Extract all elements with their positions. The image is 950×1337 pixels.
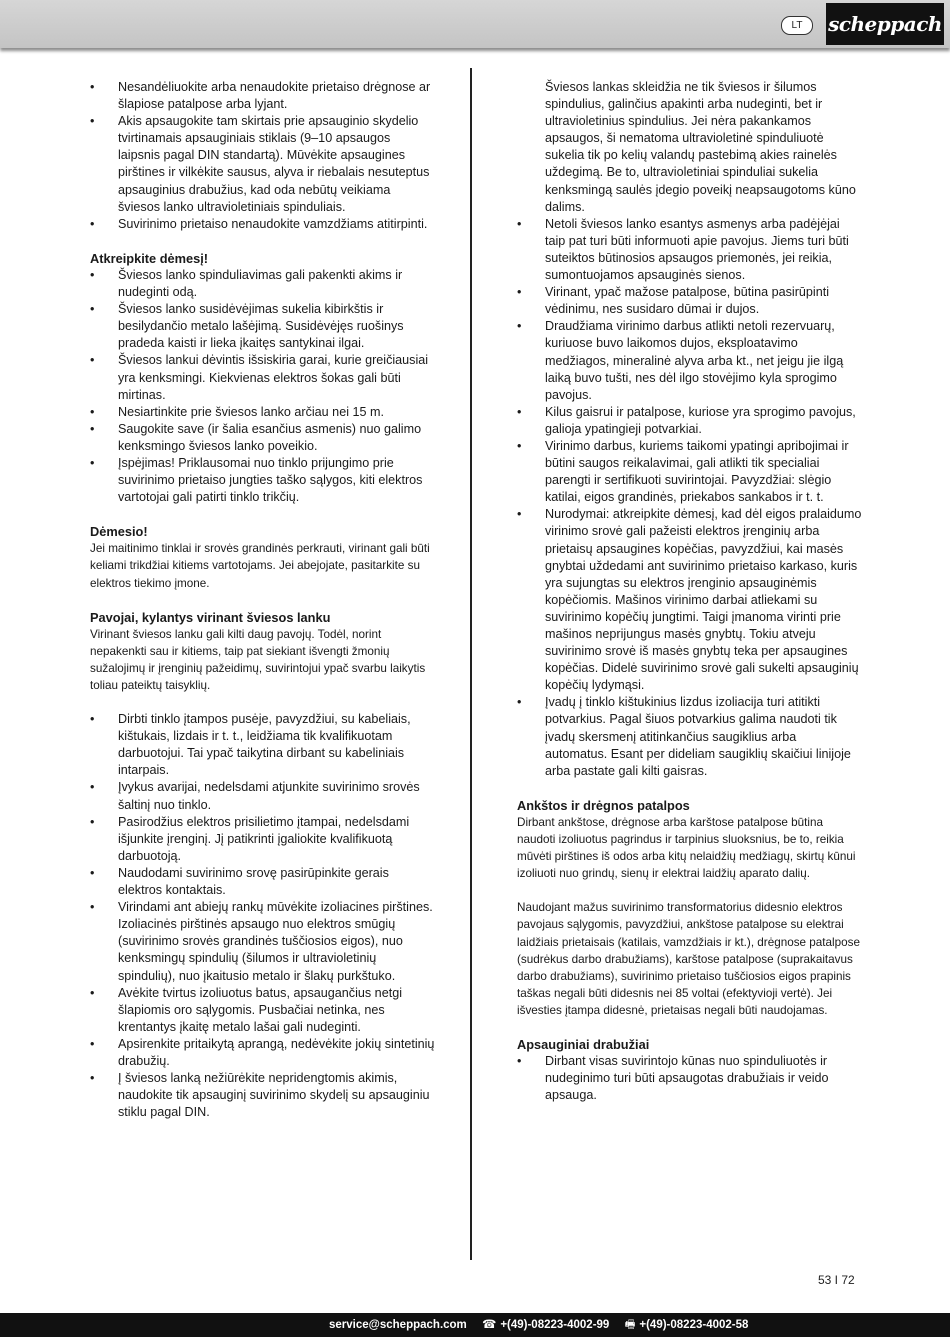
attention-list: [90, 267, 435, 506]
fax-number: +(49)-08223-4002-58: [639, 1319, 749, 1331]
service-email[interactable]: service@scheppach.com: [329, 1319, 467, 1331]
page-number: 53 I 72: [818, 1273, 855, 1287]
phone-number[interactable]: +(49)-08223-4002-99: [500, 1319, 610, 1331]
hazard-list: [517, 216, 862, 780]
list-item: • Akis apsaugokite tam skirtais prie apsauginio skydelio tvirtinamais apsauginiais stiklais (9–10 apsaugos laipsnis pagal DIN standartą). Mūvėkite apsaugines pirštines ir vilkėkite sausus, alyva ir riebalais nesuteptus apsauginius drabužius, kad oda nebūtų veikiama šviesos lanko ultravioletiniais spinduliais.: [90, 113, 435, 216]
danger-heading: Pavojai, kylantys virinant šviesos lanku: [90, 609, 331, 625]
list-item: • Virinant, ypač mažose patalpose, būtina pasirūpinti vėdinimu, nes susidaro dūmai ir dujos.: [517, 284, 862, 318]
fax-icon: 🖷: [624, 1319, 636, 1331]
list-item: • Nurodymai: atkreipkite dėmesį, kad dėl eigos pralaidumo virinimo srovė gali pažeisti elektros įrenginių arba prietaisų apsaugines kopėčias, pavyzdžiui, kai masės gnybtai uždedami ant suvirinimo prietaiso karkaso, kuris yra sujungtas su elektros įrenginio apsauginėmis kopėčiomis. Mašinos virinimo darbai atliekami su suvirinimo kopėčių jungtimi. Taigi įmanoma virinti prie mašinos neprijungus masės gnybtų. Tokiu atveju suvirinimo srovė iš masės gnybtų teka per apsaugines kopėčias. Didelė suvirinimo srovė gali sukelti apsauginių kopėčių lydymąsi.: [517, 506, 862, 694]
intro-list: [90, 79, 435, 233]
right-column: [517, 79, 862, 1104]
list-item: • Šviesos lanko spinduliavimas gali pakenkti akims ir nudeginti odą.: [90, 267, 435, 301]
list-item: • Nesiartinkite prie šviesos lanko arčiau nei 15 m.: [90, 404, 435, 421]
list-item: • Netoli šviesos lanko esantys asmenys arba padėjėjai taip pat turi būti informuoti apie pavojus. Jiems turi būti suteiktos būtinosios apsaugos priemonės, jei reikia, sumontuojamos apsauginės sienos.: [517, 216, 862, 284]
phone-icon: ☎: [481, 1319, 497, 1331]
list-item: • Kilus gaisrui ir patalpose, kuriose yra sprogimo pavojus, galioja ypatingieji potvarkiai.: [517, 404, 862, 438]
list-item: • Nesandėliuokite arba nenaudokite prietaiso drėgnose ar šlapiose patalpose arba lyjant.: [90, 79, 435, 113]
list-item: • Įvadų į tinklo kištukinius lizdus izoliacija turi atitikti potvarkius. Pagal šiuos potvarkius galima naudoti tik įvadų skersmenį atitinkančius saugiklius arba automatus. Esant per dideliam saugiklių skaičiui linijoje arba pastate gali kilti gaisras.: [517, 694, 862, 779]
list-item: • Įvykus avarijai, nedelsdami atjunkite suvirinimo srovės šaltinį nuo tinklo.: [90, 779, 435, 813]
column-divider: [470, 68, 472, 1260]
list-item: • Virindami ant abiejų rankų mūvėkite izoliacines pirštines. Izoliacinės pirštinės apsaugo nuo elektros smūgių (suvirinimo srovės grandinės tuščiosios eigos), nuo kenksmingų spindulių (šilumos ir ultravioletinių spindulių), nuo įkaitusio metalo ir šlakų purkštuko.: [90, 899, 435, 984]
list-item: • Pasirodžius elektros prisilietimo įtampai, nedelsdami išjunkite įrenginį. Jį patikrinti įgaliokite kvalifikuotą darbuotoją.: [90, 814, 435, 865]
list-item: • Įspėjimas! Priklausomai nuo tinklo prijungimo prie suvirinimo prietaiso jungties taško sąlygos, kiti elektros vartotojai gali patirti tinklo trikčių.: [90, 455, 435, 506]
list-item: • Avėkite tvirtus izoliuotus batus, apsaugančius netgi šlapiomis oro sąlygomis. Pusbačiai netinka, nes krentantys įkaitę metalo lašai gali nudeginti.: [90, 985, 435, 1036]
list-item: • Į šviesos lanką nežiūrėkite nepridengtomis akimis, naudokite tik apsauginį suvirinimo skydelį su apsauginiu stiklu pagal DIN.: [90, 1070, 435, 1121]
danger-text: Virinant šviesos lanku gali kilti daug pavojų. Todėl, norint nepakenkti sau ir kitiems, taip pat siekiant išvengti žmonių sužalojimų ir įrenginių pažeidimų, suvirintojui ypač svarbu laikytis toliau pateiktų taisyklių.: [90, 627, 426, 692]
danger-list: [90, 711, 435, 1121]
header-bar: [0, 0, 950, 48]
uv-paragraph: Šviesos lankas skleidžia ne tik šviesos ir šilumos spindulius, galinčius apakinti arba nudeginti, bet ir ultravioletinius spindulius. Jei nėra pakankamos apsaugos, ši nematoma ultravioletinė spinduliuotė sukelia tik po kelių valandų pastebimą akies rainelės uždegimą. Be to, ultravioletiniai spinduliai sukelia kenksmingą saulės įdegio poveikį neapsaugotoms kūno dalims.: [545, 80, 856, 214]
list-item: • Šviesos lankui dėvintis išsiskiria garai, kurie greičiausiai yra kenksmingi. Kiekvienas elektros šokas gali būti mirtinas.: [90, 352, 435, 403]
list-item: • Dirbti tinklo įtampos pusėje, pavyzdžiui, su kabeliais, kištukais, lizdais ir t. t., leidžiama tik kvalifikuotam darbuotojui. Tai ypač taikytina dirbant su kabeliniais intarpais.: [90, 711, 435, 779]
list-item: • Dirbant visas suvirintojo kūnas nuo spinduliuotės ir nudeginimo turi būti apsaugotas drabužiais ir veido apsauga.: [517, 1053, 862, 1104]
list-item: • Apsirenkite pritaikytą aprangą, nedėvėkite jokių sintetinių drabužių.: [90, 1036, 435, 1070]
transformer-text: Naudojant mažus suvirinimo transformatorius didesnio elektros pavojaus sąlygomis, pavyzdžiui, ankštose patalpose su elektrai laidžiais prietaisais (katilais, vamzdžiais ir kt.), drėgnose patalpose (sudrėkus darbo drabužiams), karštose patalpose (suprakaitavus darbo drabužiams), suvirinimo prietaiso tuščiosios eigos prapinis taškas negali būti didesnis nei 85 voltai (efektyvioji vertė). Jei išvesties įtampa didesnė, prietaisas negali būti naudojamas.: [517, 901, 860, 1017]
narrow-rooms-heading: Ankštos ir drėgnos patalpos: [517, 797, 690, 813]
clothing-heading: Apsauginiai drabužiai: [517, 1036, 650, 1052]
language-badge: LT: [781, 16, 813, 35]
list-item: • Šviesos lanko susidėvėjimas sukelia kibirkštis ir besilydančio metalo lašėjimą. Susidėvėjęs ruošinys pradeda kaisti ir lieka įkaitęs santykinai ilgai.: [90, 301, 435, 352]
list-item: • Draudžiama virinimo darbus atlikti netoli rezervuarų, kuriuose buvo laikomos dujos, eksploatavimo medžiagos, mineralinė alyva arba kt., net jeigu jie ilgą laiką buvo tušti, nes dėl ilgo stovėjimo kyla sprogimo pavojus.: [517, 318, 862, 403]
left-column: [90, 79, 435, 1121]
attention-heading: Atkreipkite dėmesį!: [90, 250, 209, 266]
list-item: • Saugokite save (ir šalia esančius asmenis) nuo galimo kenksmingo šviesos lanko poveikio.: [90, 421, 435, 455]
footer-bar: [0, 1313, 950, 1337]
caution-text: Jei maitinimo tinklai ir srovės grandinės perkrauti, virinant gali būti keliami trikdžiai kitiems vartotojams. Jei abejojate, pasitarkite su elektros tiekimo įmone.: [90, 542, 430, 590]
list-item: • Naudodami suvirinimo srovę pasirūpinkite gerais elektros kontaktais.: [90, 865, 435, 899]
caution-heading: Dėmesio!: [90, 524, 148, 540]
brand-logo: scheppach: [826, 3, 944, 45]
list-item: • Virinimo darbus, kuriems taikomi ypatingi apribojimai ir būtini saugos reikalavimai, gali atlikti tik specialiai parengti ir sertifikuoti suvirintojai. Pavyzdžiai: slėgio katilai, eigos grandinės, priekabos sankabos ir t. t.: [517, 438, 862, 506]
narrow-rooms-text: Dirbant ankštose, drėgnose arba karštose patalpose būtina naudoti izoliuotus pagrindus ir tarpinius sluoksnius, be to, reikia mūvėti pirštines iš odos arba kitų nelaidžių medžiagų, skirtų kūnui izoliuoti nuo grindų, sienų ir elektrai laidžių aparato dalių.: [517, 815, 856, 881]
clothing-list: [517, 1053, 862, 1104]
list-item: • Suvirinimo prietaiso nenaudokite vamzdžiams atitirpinti.: [90, 216, 435, 233]
